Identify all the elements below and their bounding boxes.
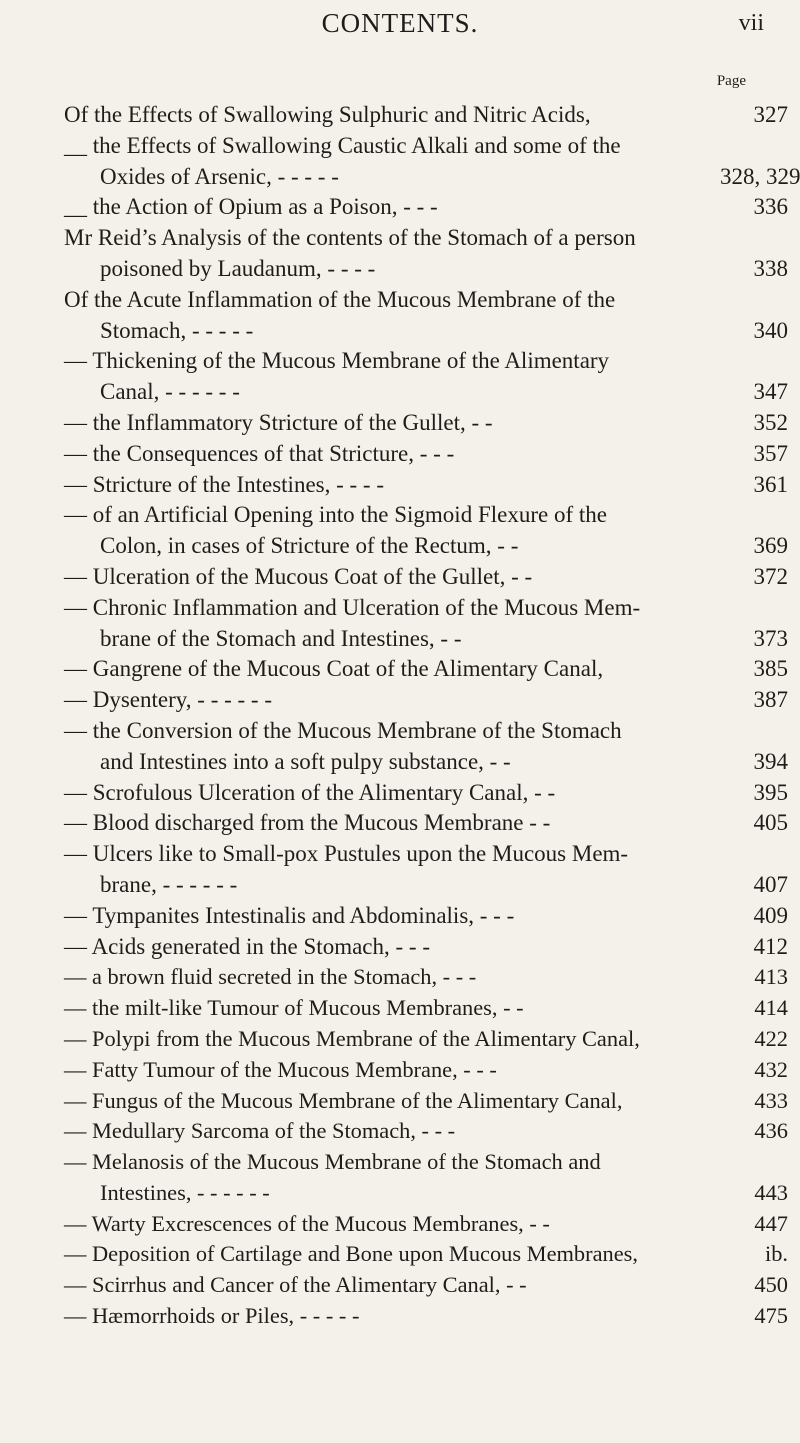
contents-entry — [0, 1086, 800, 1117]
contents-entry — [0, 562, 800, 593]
contents-entry — [0, 808, 800, 839]
entry-line — [0, 470, 800, 501]
entry-page-number: ib. — [764, 1241, 788, 1267]
entry-line — [0, 932, 800, 963]
entry-line — [0, 1147, 800, 1178]
entry-line — [0, 993, 800, 1024]
entry-text: — Polypi from the Mucous Membrane of the Alimentary Canal, — [64, 1025, 640, 1051]
entry-line — [0, 223, 800, 254]
entry-text: — Acids generated in the Stomach, - - - — [64, 933, 430, 959]
entry-page-number: 372 — [753, 563, 788, 589]
entry-text: — Blood discharged from the Mucous Membrane - - — [64, 810, 551, 836]
entry-page-number: 369 — [753, 533, 788, 559]
entry-text: — Hæmorrhoids or Piles, - - - - - — [64, 1303, 360, 1329]
entry-page-number: 395 — [753, 779, 788, 805]
entry-line — [0, 1239, 800, 1270]
entry-line — [0, 1301, 800, 1332]
entry-line — [0, 1086, 800, 1117]
entry-page-number: 413 — [754, 964, 788, 990]
entry-page-number: 373 — [753, 625, 788, 651]
entry-page-number: 475 — [754, 1303, 788, 1329]
entry-text: Of the Effects of Swallowing Sulphuric and Nitric Acids, — [64, 102, 591, 127]
entry-line — [0, 131, 800, 162]
contents-entry — [0, 839, 800, 901]
contents-entry — [0, 223, 800, 285]
contents-entry — [0, 1147, 800, 1209]
entry-text: Oxides of Arsenic, - - - - - — [100, 163, 339, 189]
entry-page-number: 328, 329 — [720, 163, 800, 189]
running-header — [0, 8, 800, 48]
entry-page-number: 327 — [753, 102, 788, 127]
entry-line — [0, 1178, 800, 1209]
entry-line — [0, 870, 800, 901]
entry-line — [0, 1209, 800, 1240]
entry-text: and Intestines into a soft pulpy substance, - - — [100, 748, 511, 774]
entry-line — [0, 285, 800, 316]
contents-entry — [0, 993, 800, 1024]
entry-line — [0, 408, 800, 439]
entry-page-number: 340 — [753, 317, 788, 343]
entry-text: — a brown fluid secreted in the Stomach, - - - — [64, 964, 477, 990]
contents-entry — [0, 1209, 800, 1240]
contents-entry — [0, 346, 800, 408]
entry-page-number: 422 — [754, 1025, 788, 1051]
contents-entry — [0, 100, 800, 131]
entry-line — [0, 439, 800, 470]
entry-text: Intestines, - - - - - - — [100, 1179, 270, 1205]
contents-entry — [0, 1301, 800, 1332]
entry-line — [0, 654, 800, 685]
entry-page-number: 385 — [753, 656, 788, 682]
entry-line — [0, 747, 800, 778]
contents-entry — [0, 131, 800, 193]
entry-line — [0, 593, 800, 624]
entry-text: Of the Acute Inflammation of the Mucous Membrane of the — [64, 286, 616, 312]
entry-text: — Medullary Sarcoma of the Stomach, - - - — [64, 1118, 456, 1144]
entry-text: — Fatty Tumour of the Mucous Membrane, - - - — [64, 1056, 497, 1082]
entry-line — [0, 716, 800, 747]
entry-line — [0, 808, 800, 839]
contents-entry — [0, 439, 800, 470]
entry-line — [0, 1055, 800, 1086]
entry-text: __ the Effects of Swallowing Caustic Alkali and some of the — [64, 132, 621, 158]
entry-page-number: 336 — [753, 194, 788, 220]
entry-page-number: 405 — [753, 810, 788, 836]
entry-text: — Thickening of the Mucous Membrane of the Alimentary — [64, 348, 610, 374]
contents-entry — [0, 1024, 800, 1055]
entry-page-number: 361 — [753, 471, 788, 497]
entry-text: Mr Reid’s Analysis of the contents of the Stomach of a person — [64, 225, 636, 251]
entry-text: — the milt-like Tumour of Mucous Membranes, - - — [64, 995, 524, 1021]
contents-entry — [0, 500, 800, 562]
entry-line — [0, 500, 800, 531]
entry-page-number: 432 — [754, 1056, 788, 1082]
entry-text: — the Conversion of the Mucous Membrane of the Stomach — [64, 717, 622, 743]
entry-line — [0, 685, 800, 716]
entry-text: brane of the Stomach and Intestines, - - — [100, 625, 462, 651]
entry-text: — of an Artificial Opening into the Sigmoid Flexure of the — [64, 502, 607, 528]
entry-line — [0, 346, 800, 377]
page-number: vii — [738, 10, 764, 36]
entry-text: — Warty Excrescences of the Mucous Membranes, - - — [64, 1210, 550, 1236]
contents-entry — [0, 716, 800, 778]
contents-entry — [0, 932, 800, 963]
contents-entry — [0, 778, 800, 809]
entry-text: — Ulceration of the Mucous Coat of the Gullet, - - — [64, 563, 533, 589]
entry-line — [0, 377, 800, 408]
entry-page-number: 436 — [754, 1118, 788, 1144]
entry-page-number: 338 — [753, 255, 788, 281]
entry-text: Colon, in cases of Stricture of the Rectum, - - — [100, 533, 519, 559]
entry-text: — Scrofulous Ulceration of the Alimentary Canal, - - — [64, 779, 556, 805]
entry-page-number: 433 — [754, 1087, 788, 1113]
contents-entry — [0, 1239, 800, 1270]
entry-text: — Tympanites Intestinalis and Abdominalis, - - - — [64, 902, 515, 928]
contents-entry — [0, 408, 800, 439]
entry-text: poisoned by Laudanum, - - - - — [100, 255, 376, 281]
entry-line — [0, 901, 800, 932]
contents-entry — [0, 901, 800, 932]
contents-entry — [0, 285, 800, 347]
entry-text: — Fungus of the Mucous Membrane of the Alimentary Canal, — [64, 1087, 623, 1113]
entry-line — [0, 1024, 800, 1055]
contents-entry — [0, 654, 800, 685]
entry-text: Stomach, - - - - - — [100, 317, 254, 343]
contents-entry — [0, 685, 800, 716]
entry-line — [0, 254, 800, 285]
entry-text: — Ulcers like to Small-pox Pustules upon the Mucous Mem- — [64, 841, 629, 867]
page-column-label: Page — [716, 73, 746, 89]
entry-line — [0, 162, 800, 193]
entry-page-number: 447 — [754, 1210, 788, 1236]
contents-entry — [0, 1116, 800, 1147]
entry-page-number: 394 — [753, 748, 788, 774]
entry-text: — the Consequences of that Stricture, - - - — [64, 440, 455, 466]
entry-text: — Scirrhus and Cancer of the Alimentary Canal, - - — [64, 1272, 527, 1298]
entry-line — [0, 1116, 800, 1147]
entry-text: brane, - - - - - - — [100, 871, 238, 897]
entry-page-number: 414 — [754, 995, 788, 1021]
entry-line — [0, 531, 800, 562]
entry-text: — Dysentery, - - - - - - — [64, 687, 272, 713]
entry-page-number: 387 — [753, 687, 788, 713]
entry-text: — Deposition of Cartilage and Bone upon Mucous Membranes, — [64, 1241, 638, 1267]
entry-page-number: 409 — [753, 902, 788, 928]
contents-entry — [0, 1055, 800, 1086]
entry-page-number: 412 — [753, 933, 788, 959]
contents-entry — [0, 962, 800, 993]
entry-line — [0, 839, 800, 870]
running-title: CONTENTS. — [321, 8, 479, 38]
entry-text: — the Inflammatory Stricture of the Gullet, - - — [64, 409, 493, 435]
entry-line — [0, 562, 800, 593]
entry-line — [0, 624, 800, 655]
entry-text: — Melanosis of the Mucous Membrane of the Stomach and — [64, 1149, 601, 1175]
entry-line — [0, 962, 800, 993]
contents-entry — [0, 192, 800, 223]
entry-page-number: 352 — [753, 409, 788, 435]
entry-page-number: 450 — [754, 1272, 788, 1298]
contents-entry — [0, 1270, 800, 1301]
entry-text: Canal, - - - - - - — [100, 379, 240, 405]
entry-line — [0, 1270, 800, 1301]
entry-page-number: 357 — [753, 440, 788, 466]
entry-text: — Chronic Inflammation and Ulceration of the Mucous Mem- — [64, 594, 641, 620]
entry-line — [0, 316, 800, 347]
contents-entry — [0, 593, 800, 655]
entry-text: — Stricture of the Intestines, - - - - — [64, 471, 384, 497]
entry-page-number: 443 — [754, 1179, 788, 1205]
entry-page-number: 347 — [753, 379, 788, 405]
entry-line — [0, 778, 800, 809]
entry-line — [0, 192, 800, 223]
entry-text: __ the Action of Opium as a Poison, - - - — [64, 194, 438, 220]
entry-line — [0, 100, 800, 131]
contents-entry — [0, 470, 800, 501]
contents-list — [0, 100, 800, 1332]
entry-text: — Gangrene of the Mucous Coat of the Alimentary Canal, — [64, 656, 604, 682]
entry-page-number: 407 — [753, 871, 788, 897]
